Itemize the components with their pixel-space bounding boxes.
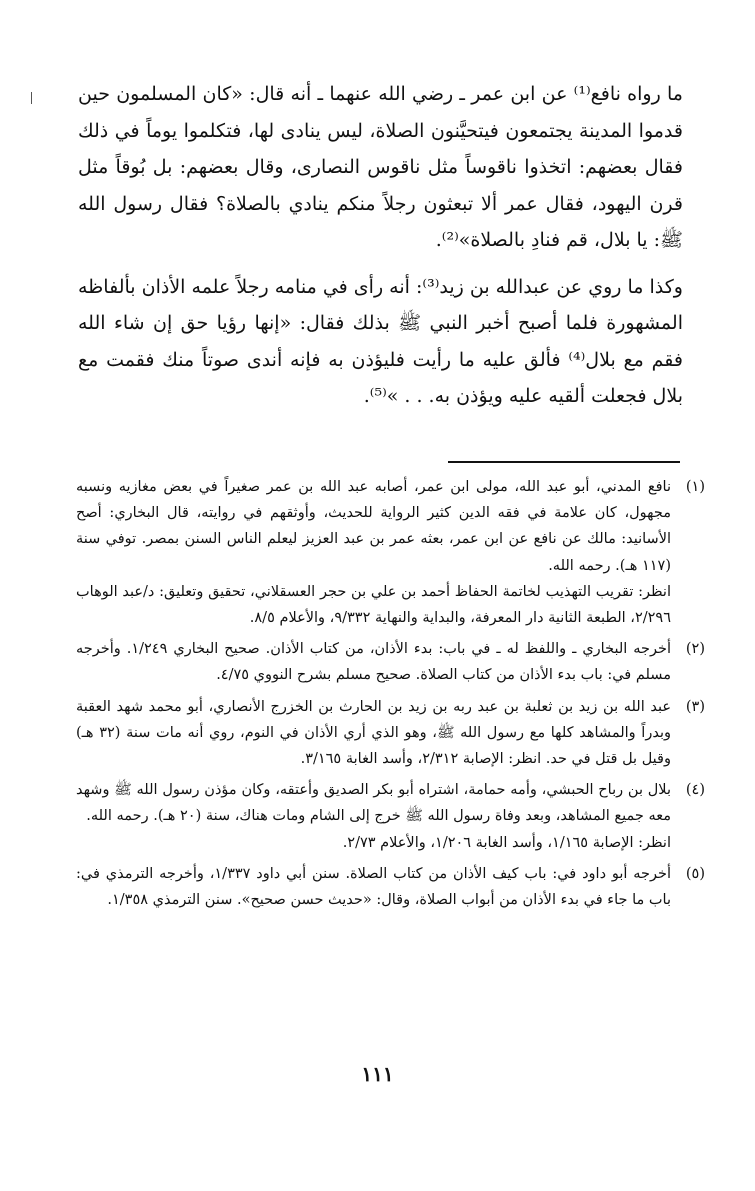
footnotes bbox=[76, 474, 705, 918]
footnote-3 bbox=[76, 694, 705, 773]
footnote-number: (٥) bbox=[685, 865, 705, 882]
main-text bbox=[78, 76, 683, 415]
stray-mark bbox=[31, 92, 32, 104]
footnote-body bbox=[76, 694, 671, 773]
footnote-text: عبد الله بن زيد بن ثعلبة بن عبد ربه بن زيد بن الحارث بن الخزرج الأنصاري، أبو محمد شهد العقبة وبدراً والمشاهد كلها مع رسول الله ﷺ، وهو الذي أري الأذان في النوم، روي أنه مات سنة (٣٢ هـ) وقيل بل قتل في حد. انظر: الإصابة ٢/٣١٢، وأسد الغابة ٣/١٦٥. bbox=[76, 698, 671, 768]
footnote-number: (٣) bbox=[685, 698, 705, 715]
footnote-number: (١) bbox=[685, 479, 705, 495]
main-paragraph-1: ما رواه نافع⁽¹⁾ عن ابن عمر ـ رضي الله عنهما ـ أنه قال: «كان المسلمون حين قدموا المدينة يجتمعون فيتحيَّنون الصلاة، ليس ينادى لها، فتكلموا يوماً في ذلك فقال بعضهم: اتخذوا ناقوساً مثل ناقوس النصارى، وقال بعضهم: بل بُوقاً مثل قرن اليهود، فقال عمر ألا تبعثون رجلاً منكم ينادي بالصلاة؟ فقال رسول الله ﷺ: يا بلال، قم فنادِ بالصلاة»⁽²⁾. bbox=[78, 83, 683, 251]
footnote-1 bbox=[76, 474, 705, 631]
footnote-number: (٤) bbox=[685, 782, 705, 799]
footnote-body bbox=[76, 474, 671, 631]
footnote-text: نافع المدني، أبو عبد الله، مولى ابن عمر، أصابه عبد الله بن عمر صغيراً في بعض مغازيه ونسبه مجهول، كان علامة في فقه الدين كثير الرواية للحديث، وأوثقهم في روايته، قال البخاري: أصح الأسانيد: مالك عن نافع عن ابن عمر، بعثه عمر بن عبد العزيز ليعلم الناس السنن بمصر. توفي سنة (١١٧ هـ). رحمه الله. bbox=[76, 479, 671, 574]
footnote-number: (٢) bbox=[685, 641, 705, 658]
footnote-body bbox=[76, 861, 671, 913]
footnote-text: انظر: الإصابة ١/١٦٥، وأسد الغابة ١/٢٠٦، والأعلام ٢/٧٣. bbox=[342, 834, 671, 851]
footnote-5 bbox=[76, 861, 705, 913]
page-number: ١١١ bbox=[361, 1062, 394, 1086]
footnote-text: انظر: تقريب التهذيب لخاتمة الحفاظ أحمد بن علي بن حجر العسقلاني، تحقيق وتعليق: د/عبد الوهاب ٢/٢٩٦، الطبعة الثانية دار المعرفة، والبداية والنهاية ٩/٣٣٢، والأعلام ٨/٥. bbox=[76, 583, 671, 627]
footnote-body bbox=[76, 777, 671, 856]
footnote-2 bbox=[76, 636, 705, 688]
footnote-4 bbox=[76, 777, 705, 856]
footnote-text: بلال بن رباح الحبشي، وأمه حمامة، اشتراه أبو بكر الصديق وأعتقه، وكان مؤذن رسول الله ﷺ وشهد معه جميع المشاهد، وبعد وفاة رسول الله ﷺ خرج إلى الشام ومات هناك، سنة (٢٠ هـ). رحمه الله. bbox=[76, 782, 671, 825]
footnote-separator bbox=[448, 461, 680, 463]
footnote-body bbox=[76, 636, 671, 688]
main-paragraph-2: وكذا ما روي عن عبدالله بن زيد⁽³⁾: أنه رأى في منامه رجلاً علمه الأذان بألفاظه المشهورة فلما أصبح أخبر النبي ﷺ بذلك فقال: «إنها رؤيا حق إن شاء الله فقم مع بلال⁽⁴⁾ فألق عليه ما رأيت فليؤذن به فإنه أندى صوتاً منك فقمت مع بلال فجعلت ألقيه عليه ويؤذن به. . . »⁽⁵⁾. bbox=[78, 275, 683, 407]
footnote-text: أخرجه البخاري ـ واللفظ له ـ في باب: بدء الأذان، من كتاب الأذان. صحيح البخاري ١/٢٤٩. وأخرجه مسلم في: باب بدء الأذان من كتاب الصلاة. صحيح مسلم بشرح النووي ٤/٧٥. bbox=[76, 641, 671, 684]
footnote-text: أخرجه أبو داود في: باب كيف الأذان من كتاب الصلاة. سنن أبي داود ١/٣٣٧، وأخرجه الترمذي في: باب ما جاء في بدء الأذان من أبواب الصلاة، وقال: «حديث حسن صحيح». سنن الترمذي ١/٣٥٨. bbox=[76, 865, 671, 909]
